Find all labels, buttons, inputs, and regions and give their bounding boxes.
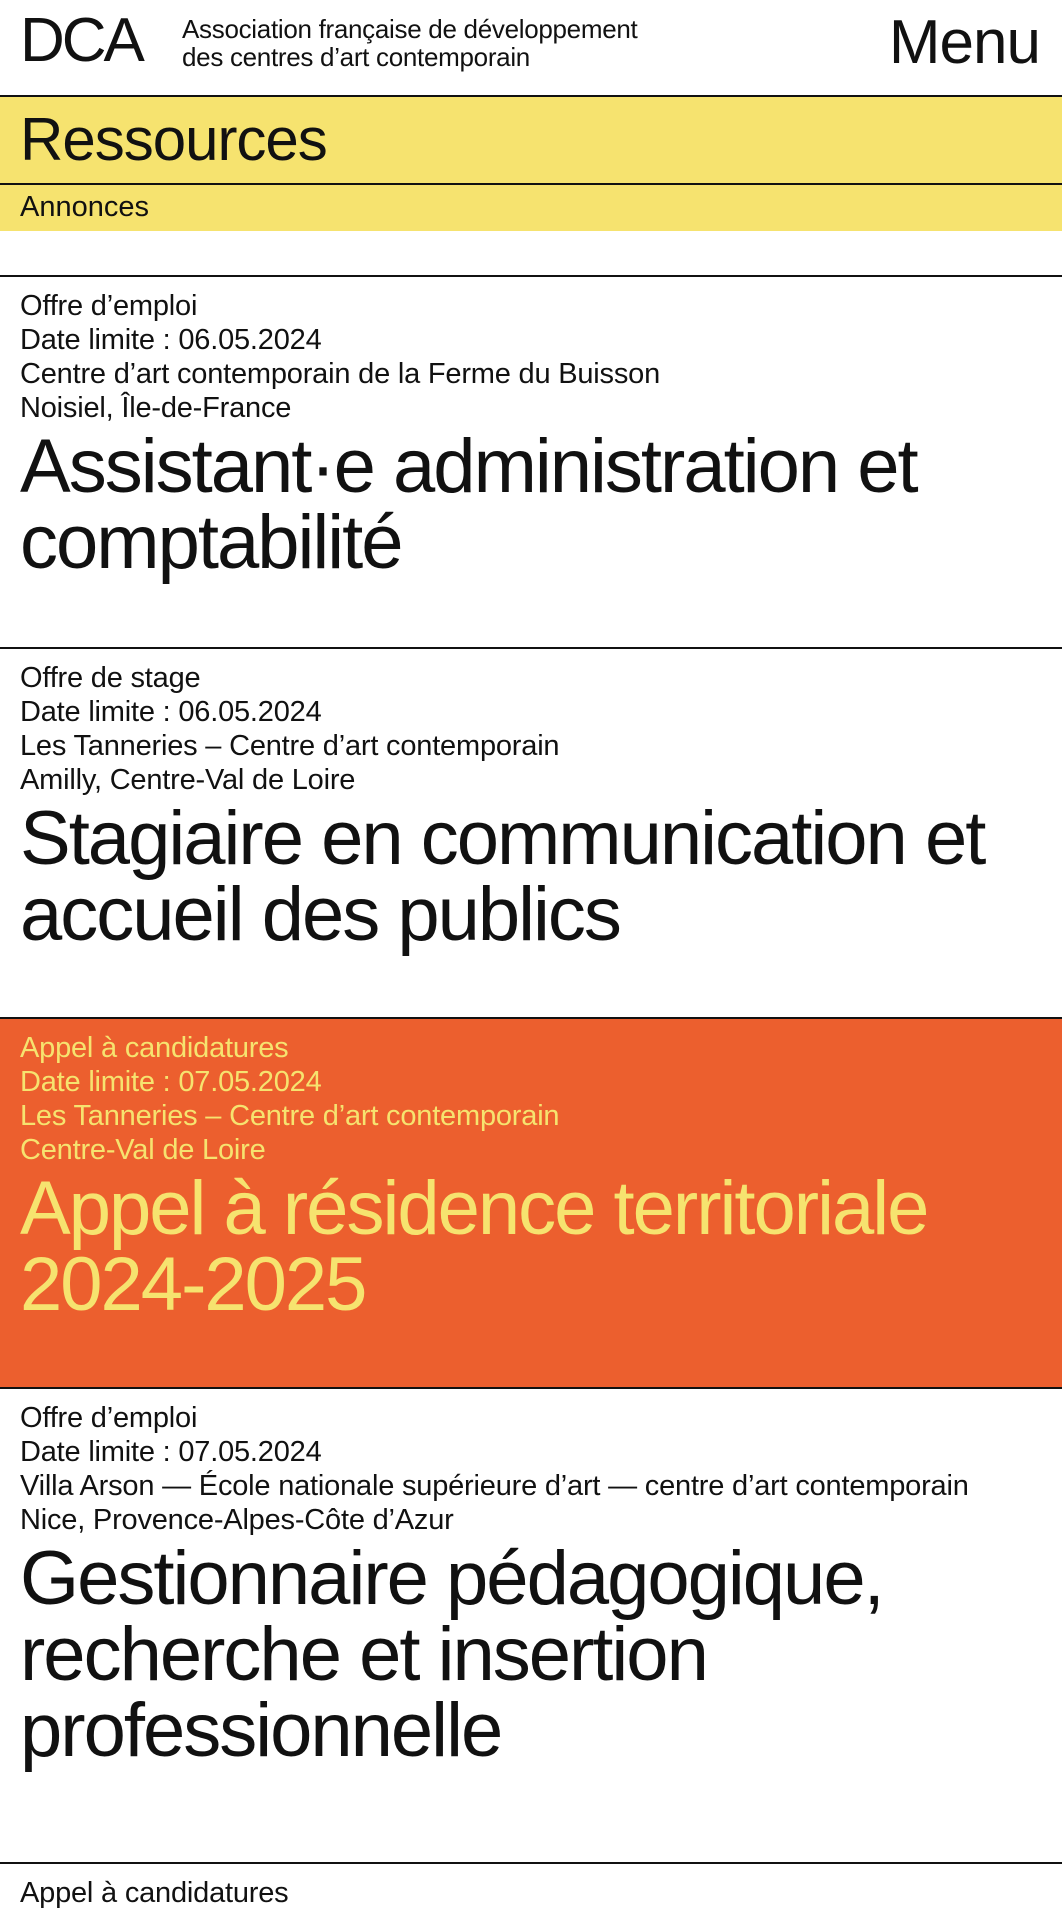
listing-location: Amilly, Centre-Val de Loire (20, 764, 356, 796)
listing-deadline: Date limite : 06.05.2024 (20, 696, 322, 728)
tagline-line-1: Association française de développement (182, 14, 638, 44)
listing-title[interactable]: Assistant·e administration et comptabilité (20, 424, 917, 585)
listing-deadline: Date limite : 06.05.2024 (20, 324, 322, 356)
menu-button[interactable]: Menu (888, 8, 1040, 77)
listing-deadline: Date limite : 07.05.2024 (20, 1066, 322, 1098)
listing-type: Offre de stage (20, 662, 201, 694)
listing-type: Appel à candidatures (20, 1877, 289, 1909)
site-tagline (182, 15, 637, 71)
listing-title[interactable]: Stagiaire en communication et accueil des publics (20, 796, 985, 957)
listing-item[interactable] (0, 647, 1062, 1017)
dca-logo[interactable]: DCA (20, 6, 142, 75)
listing-type: Appel à candidatures (20, 1032, 289, 1064)
listing-item-highlighted[interactable] (0, 1017, 1062, 1387)
listing-location: Noisiel, Île-de-France (20, 392, 292, 424)
section-header (0, 97, 1062, 231)
listing-item[interactable] (0, 1387, 1062, 1862)
listing-location: Nice, Provence-Alpes-Côte d’Azur (20, 1504, 454, 1536)
listing-title[interactable]: Gestionnaire pédagogique, recherche et insertion professionnelle (20, 1536, 883, 1773)
tagline-line-2: des centres d’art contemporain (182, 42, 530, 72)
listing-item[interactable] (0, 275, 1062, 647)
listing-title[interactable]: Appel à résidence territoriale 2024-2025 (20, 1166, 928, 1327)
page-title: Ressources (0, 97, 1062, 185)
section-subtitle[interactable]: Annonces (20, 191, 149, 223)
listing-organization: Les Tanneries – Centre d’art contemporain (20, 1100, 560, 1132)
site-header (0, 0, 1062, 97)
listing-type: Offre d’emploi (20, 1402, 198, 1434)
listing-organization: Villa Arson — École nationale supérieure d’art — centre d’art contemporain (20, 1470, 969, 1502)
listing-deadline: Date limite : 07.05.2024 (20, 1436, 322, 1468)
listing-location: Centre-Val de Loire (20, 1134, 266, 1166)
listing-organization: Centre d’art contemporain de la Ferme du Buisson (20, 358, 661, 390)
listing-type: Offre d’emploi (20, 290, 198, 322)
listing-organization: Les Tanneries – Centre d’art contemporain (20, 730, 560, 762)
listing-item[interactable] (0, 1862, 1062, 1909)
